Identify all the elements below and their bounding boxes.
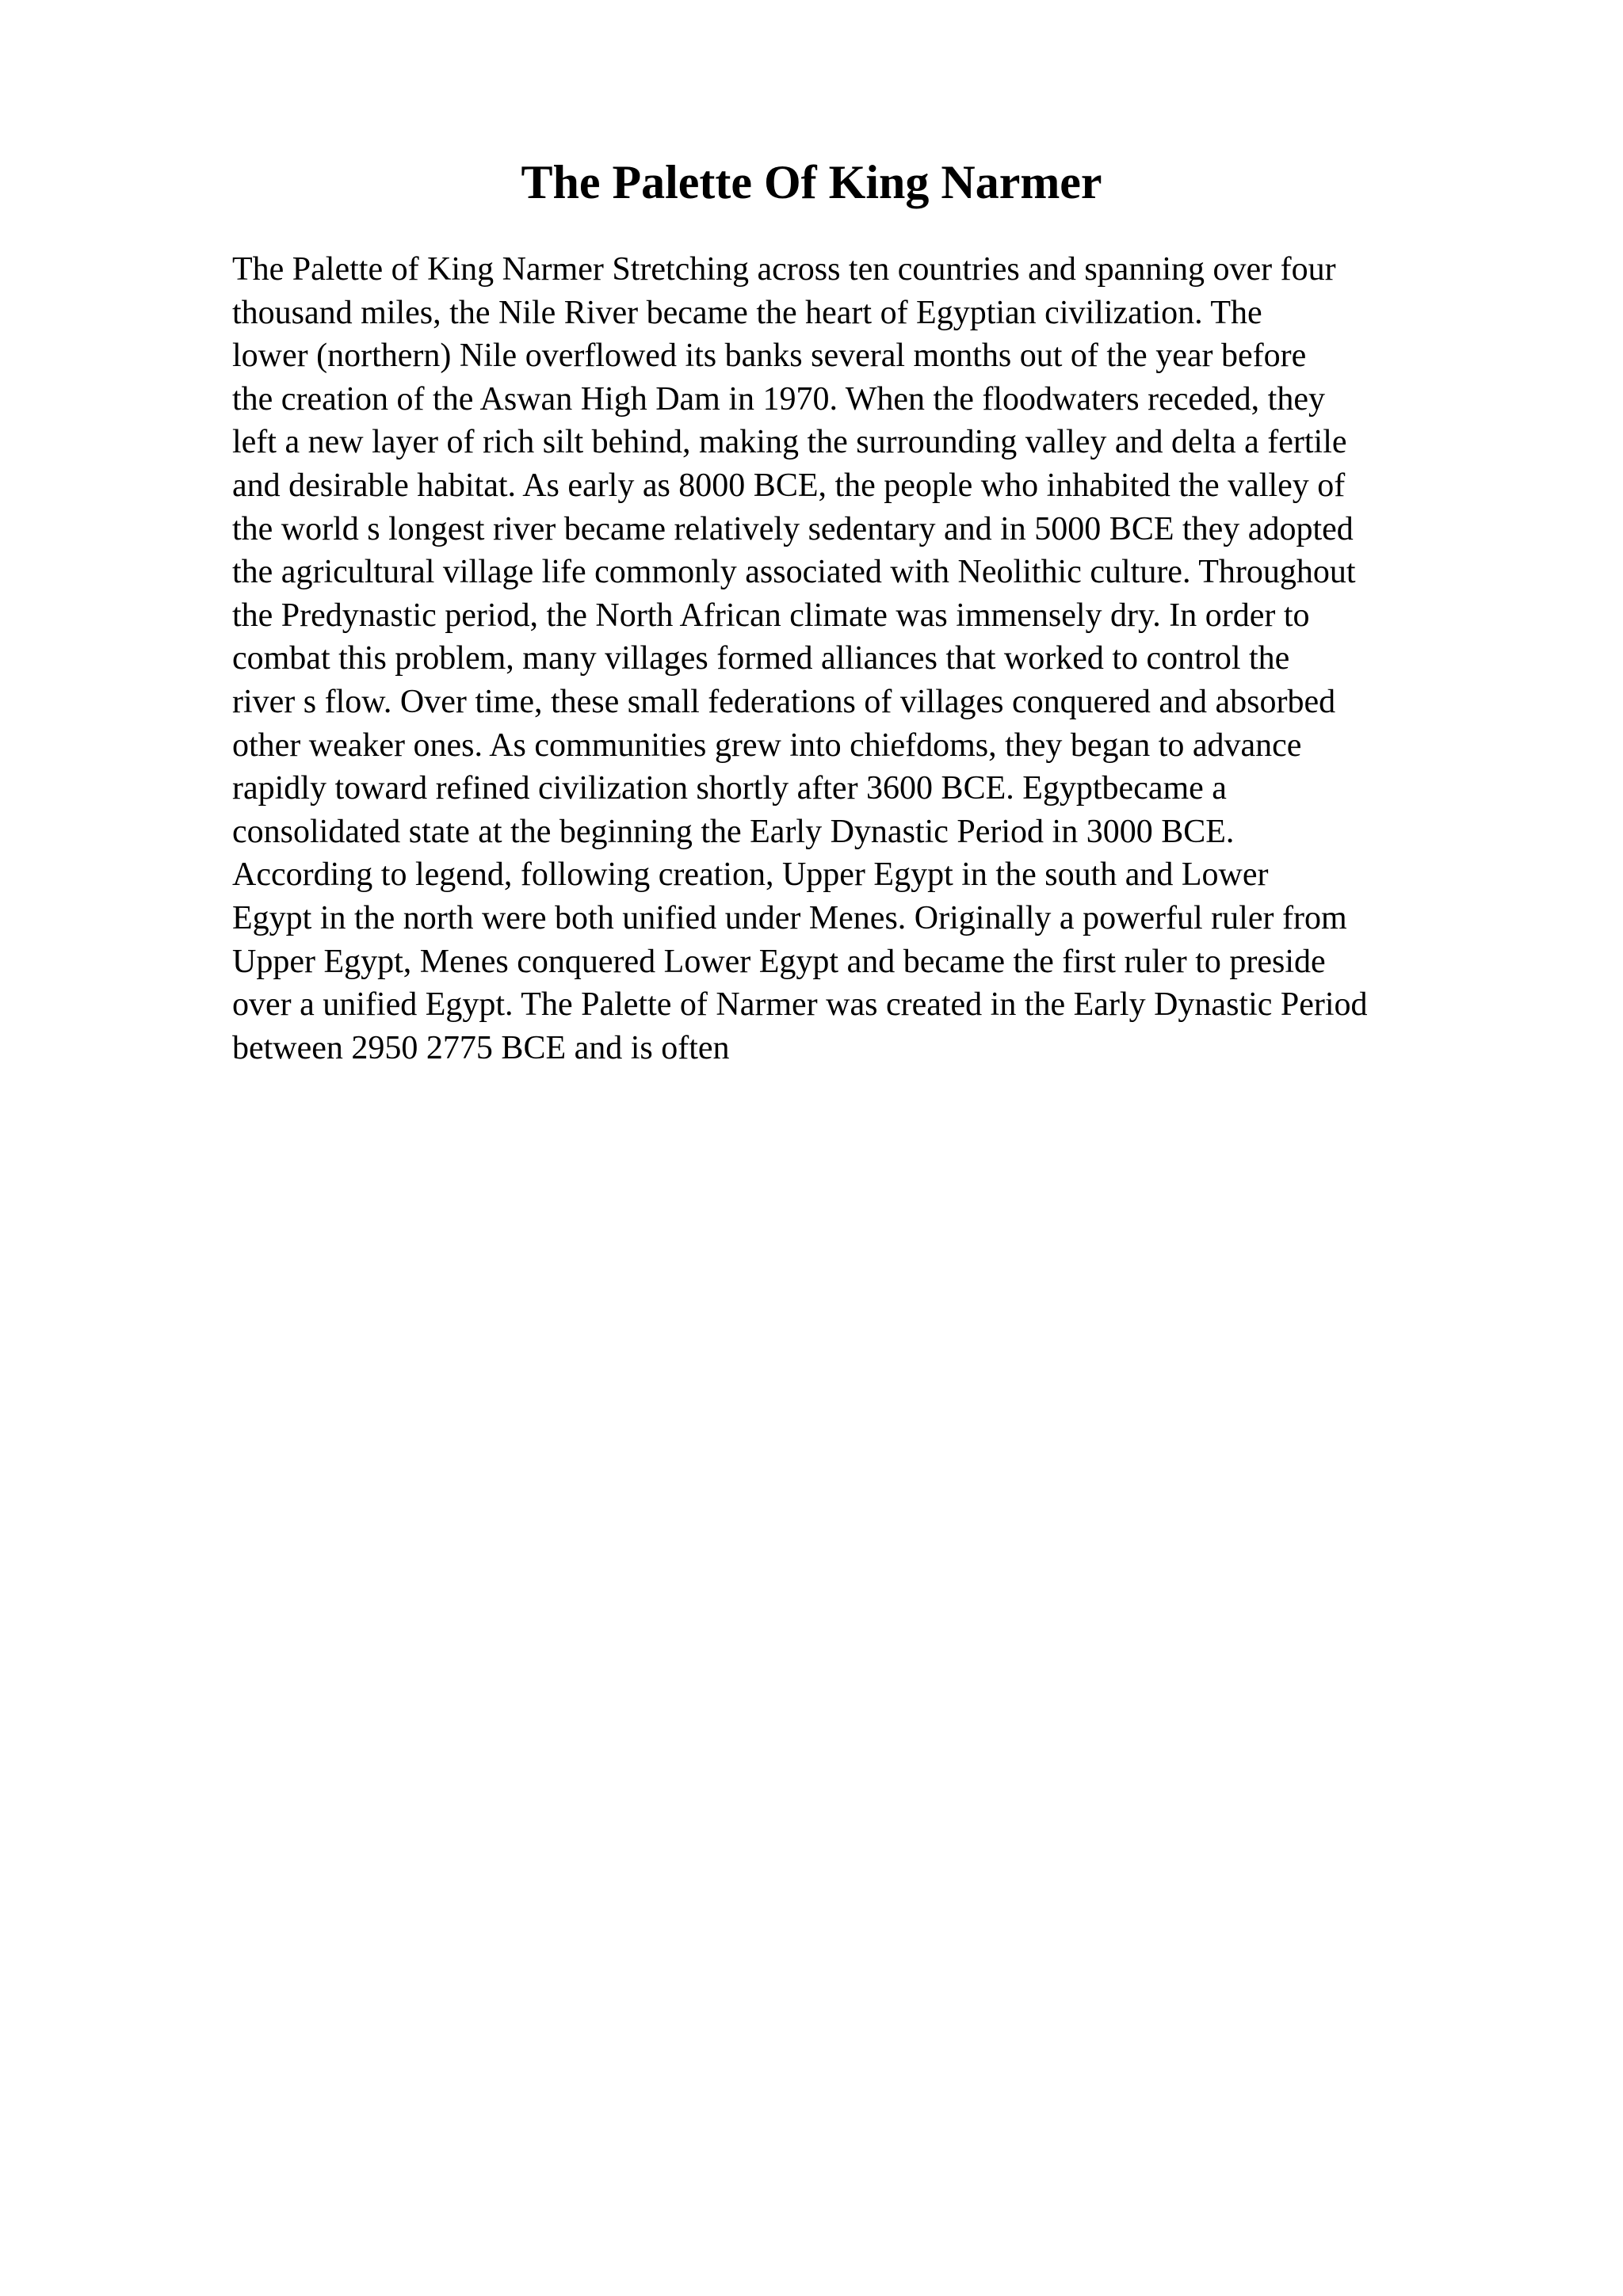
body-line: rapidly toward refined civilization shortly after 3600 BCE. Egyptbecame a xyxy=(232,770,1227,807)
body-line: thousand miles, the Nile River became the heart of Egyptian civilization. The xyxy=(232,294,1262,331)
body-line: over a unified Egypt. The Palette of Narmer was created in the Early Dynastic Period xyxy=(232,986,1368,1024)
document-body xyxy=(232,248,1579,1070)
body-line: According to legend, following creation, Upper Egypt in the south and Lower xyxy=(232,856,1269,894)
body-line: consolidated state at the beginning the Early Dynastic Period in 3000 BCE. xyxy=(232,813,1235,850)
body-line: the Predynastic period, the North African climate was immensely dry. In order to xyxy=(232,597,1310,634)
body-line: and desirable habitat. As early as 8000 BCE, the people who inhabited the valley of xyxy=(232,467,1346,504)
document-title: The Palette Of King Narmer xyxy=(521,156,1102,208)
body-line: river s flow. Over time, these small federations of villages conquered and absorbed xyxy=(232,683,1336,720)
body-line: the world s longest river became relatively sedentary and in 5000 BCE they adopted xyxy=(232,510,1354,547)
body-line: The Palette of King Narmer Stretching across ten countries and spanning over four xyxy=(232,251,1336,288)
body-line: Upper Egypt, Menes conquered Lower Egypt and became the first ruler to preside xyxy=(232,943,1326,980)
body-line: the creation of the Aswan High Dam in 1970. When the floodwaters receded, they xyxy=(232,380,1325,418)
body-line: the agricultural village life commonly associated with Neolithic culture. Throughout xyxy=(232,554,1356,591)
body-line: Egypt in the north were both unified under Menes. Originally a powerful ruler from xyxy=(232,899,1347,936)
body-line: lower (northern) Nile overflowed its banks several months out of the year before xyxy=(232,338,1307,375)
body-line: left a new layer of rich silt behind, making the surrounding valley and delta a fertile xyxy=(232,424,1347,461)
body-line: other weaker ones. As communities grew into chiefdoms, they began to advance xyxy=(232,727,1302,764)
body-line: between 2950 2775 BCE and is often xyxy=(232,1029,730,1066)
body-line: combat this problem, many villages formed alliances that worked to control the xyxy=(232,640,1290,677)
